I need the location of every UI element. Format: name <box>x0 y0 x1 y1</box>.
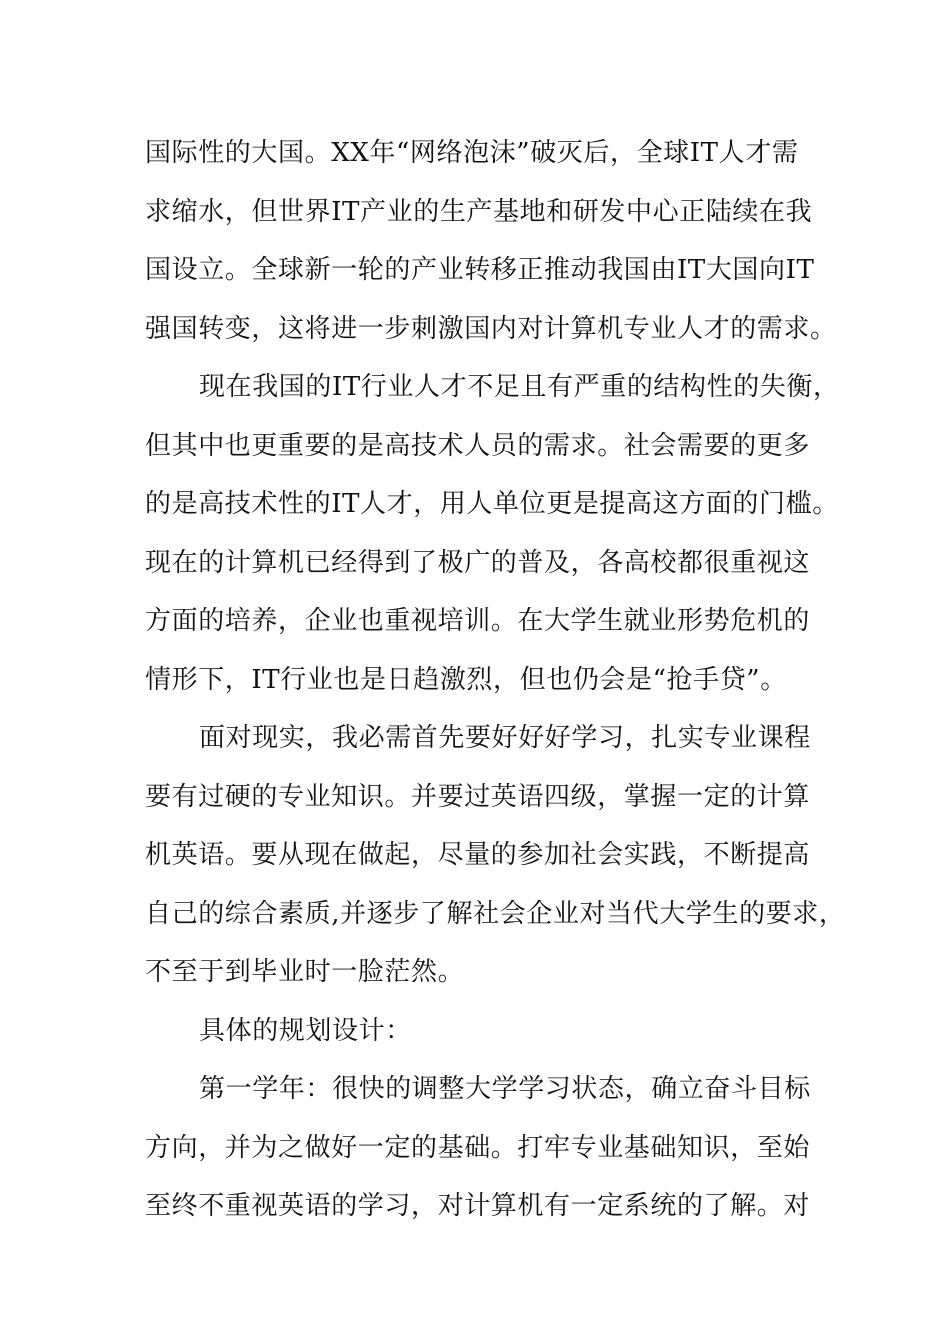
text-line: 国设立。全球新一轮的产业转移正推动我国由IT大国向IT <box>145 255 815 285</box>
text-line: 要有过硬的专业知识。并要过英语四级，掌握一定的计算 <box>145 781 811 812</box>
text-line: 方面的培养，企业也重视培训。在大学生就业形势危机的 <box>145 606 811 636</box>
text-line: 但其中也更重要的是高技术人员的需求。社会需要的更多 <box>145 430 811 461</box>
text-line: 不至于到毕业时一脸茫然。 <box>145 957 465 987</box>
text-line: 现在的计算机已经得到了极广的普及，各高校都很重视这 <box>145 547 811 578</box>
text-line: 自己的综合素质,并逐步了解社会企业对当代大学生的要求， <box>145 898 846 929</box>
document-body <box>145 124 846 1236</box>
paragraph-start-line: 面对现实，我必需首先要好好好学习，扎实专业课程 <box>199 723 811 753</box>
text-line: 的是高技术性的IT人才，用人单位更是提高这方面的门槛。 <box>145 489 839 519</box>
text-line: 机英语。要从现在做起，尽量的参加社会实践，不断提高 <box>145 840 811 870</box>
text-line: 强国转变，这将进一步刺激国内对计算机专业人才的需求。 <box>145 313 837 344</box>
text-line: 方向，并为之做好一定的基础。打牢专业基础知识，至始 <box>145 1132 811 1163</box>
text-line: 国际性的大国。XX年“网络泡沫”破灭后，全球IT人才需 <box>145 138 799 168</box>
text-line: 求缩水，但世界IT产业的生产基地和研发中心正陆续在我 <box>145 196 813 227</box>
text-line: 情形下，IT行业也是日趋激烈，但也仍会是“抢手贷”。 <box>145 664 787 695</box>
section-heading-line: 具体的规划设计： <box>199 1015 412 1046</box>
text-line: 至终不重视英语的学习，对计算机有一定系统的了解。对 <box>145 1191 811 1221</box>
paragraph-start-line: 第一学年：很快的调整大学学习状态，确立奋斗目标 <box>199 1074 811 1104</box>
paragraph-start-line: 现在我国的IT行业人才不足且有严重的结构性的失衡， <box>199 372 840 402</box>
